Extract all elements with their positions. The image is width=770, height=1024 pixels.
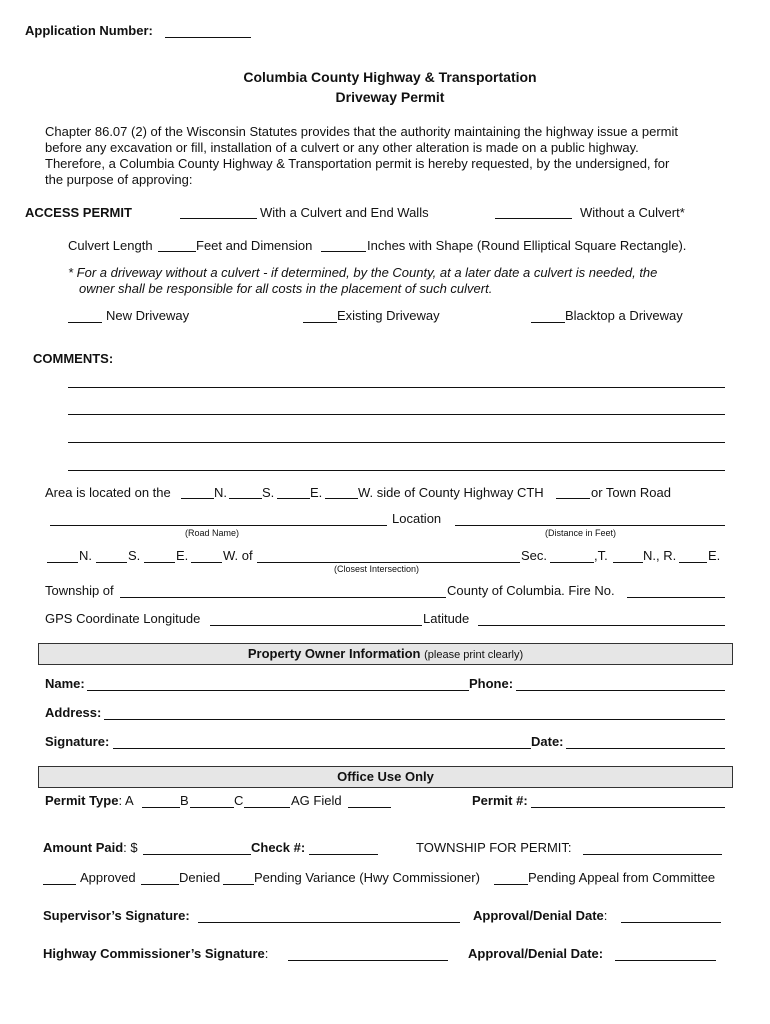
e-field[interactable] <box>277 498 310 499</box>
closest-intersection-caption: (Closest Intersection) <box>334 564 420 574</box>
denied-label: Denied <box>179 870 221 885</box>
comments-line-4[interactable] <box>68 470 725 471</box>
comments-line-2[interactable] <box>68 414 725 415</box>
property-owner-note: (please print clearly) <box>424 649 524 661</box>
access-permit-label: ACCESS PERMIT <box>25 205 132 220</box>
permit-no-label: Permit #: <box>472 793 528 808</box>
office-use-header <box>38 766 733 788</box>
pending-variance-field[interactable] <box>223 884 254 885</box>
road-name-field[interactable] <box>50 525 387 526</box>
phone-field[interactable] <box>516 690 725 691</box>
s-label: S. <box>262 485 275 500</box>
n-field[interactable] <box>181 498 214 499</box>
c-label: C <box>234 793 244 808</box>
culvert-length-field[interactable] <box>158 251 196 252</box>
n-label: N. <box>214 485 227 500</box>
supervisor-signature-field[interactable] <box>198 922 460 923</box>
township-field[interactable] <box>120 597 446 598</box>
pending-variance-label: Pending Variance (Hwy Commissioner) <box>254 870 480 885</box>
approval-date-2-field[interactable] <box>615 960 716 961</box>
approval-date-row: Approval/Denial Date: <box>473 908 608 923</box>
w-of-label: W. of <box>223 548 253 563</box>
a-label: : A <box>118 793 134 808</box>
property-owner-heading: Property Owner Information <box>247 646 421 661</box>
closest-intersection-field[interactable] <box>257 562 520 563</box>
address-field[interactable] <box>104 719 725 720</box>
supervisor-signature-label: Supervisor’s Signature: <box>43 908 190 923</box>
signature-field[interactable] <box>113 748 531 749</box>
signature-label: Signature: <box>45 734 110 749</box>
intro-line-2: before any excavation or fill, installation of a culvert or any other alteration is made on a public highway. <box>45 140 639 155</box>
office-use-heading: Office Use Only <box>337 769 434 784</box>
e-label: E. <box>310 485 323 500</box>
without-culvert-field[interactable] <box>495 218 572 219</box>
area-located-label: Area is located on the <box>45 485 171 500</box>
latitude-field[interactable] <box>478 625 725 626</box>
b-label: B <box>180 793 189 808</box>
gps-longitude-label: GPS Coordinate Longitude <box>45 611 201 626</box>
permit-no-field[interactable] <box>531 807 725 808</box>
existing-driveway-label: Existing Driveway <box>337 308 440 323</box>
approval-date-2-label: Approval/Denial Date: <box>468 946 604 961</box>
type-c-field[interactable] <box>244 807 290 808</box>
county-fire-label: County of Columbia. Fire No. <box>447 583 615 598</box>
culvert-length-label: Culvert Length <box>68 238 153 253</box>
longitude-field[interactable] <box>210 625 422 626</box>
without-culvert-label: Without a Culvert* <box>580 205 685 220</box>
fire-no-field[interactable] <box>627 597 725 598</box>
distance-field[interactable] <box>455 525 725 526</box>
e-end-label: E. <box>708 548 721 563</box>
blacktop-driveway-field[interactable] <box>531 322 565 323</box>
amount-paid-label: Amount Paid <box>43 840 124 855</box>
intro-line-3: Therefore, a Columbia County Highway & Transportation permit is hereby requested, by the undersigned, for <box>45 156 670 171</box>
township-permit-label: TOWNSHIP FOR PERMIT: <box>416 840 572 855</box>
culvert-note-1: * For a driveway without a culvert - if determined, by the County, at a later date a culvert is needed, the <box>68 265 658 280</box>
approved-field[interactable] <box>43 884 76 885</box>
inches-shape-label: Inches with Shape (Round Elliptical Square Rectangle). <box>367 238 687 253</box>
amount-paid-row <box>43 840 138 855</box>
s2-field[interactable] <box>96 562 127 563</box>
w2-field[interactable] <box>191 562 222 563</box>
t-field[interactable] <box>613 562 643 563</box>
supervisor-signature-text: Supervisor’s Signature <box>43 908 186 923</box>
form-subtitle: Driveway Permit <box>335 89 445 105</box>
permit-type-label: Permit Type <box>45 793 119 808</box>
commissioner-signature-label: Highway Commissioner’s Signature: <box>43 946 269 961</box>
type-a-field[interactable] <box>142 807 180 808</box>
application-number-field[interactable] <box>165 37 251 38</box>
check-no-text: Check # <box>251 840 301 855</box>
type-b-field[interactable] <box>190 807 234 808</box>
town-road-label: or Town Road <box>591 485 671 500</box>
ag-field-label: AG Field <box>291 793 342 808</box>
dimension-field[interactable] <box>321 251 366 252</box>
r-field[interactable] <box>679 562 707 563</box>
t-label: ,T. <box>594 548 608 563</box>
n-r-label: N., R. <box>643 548 677 563</box>
amount-symbol: : $ <box>123 840 138 855</box>
latitude-label: Latitude <box>423 611 470 626</box>
form-title: Columbia County Highway & Transportation <box>243 69 537 85</box>
comments-label: COMMENTS: <box>33 351 114 366</box>
permit-no-text: Permit # <box>472 793 524 808</box>
n2-label: N. <box>79 548 92 563</box>
name-field[interactable] <box>87 690 469 691</box>
check-no-label: Check #: <box>251 840 306 855</box>
comments-line-1[interactable] <box>68 387 725 388</box>
s-field[interactable] <box>229 498 262 499</box>
new-driveway-label: New Driveway <box>106 308 190 323</box>
address-label: Address: <box>45 705 102 720</box>
feet-dimension-label: Feet and Dimension <box>196 238 313 253</box>
date-label: Date: <box>531 734 564 749</box>
s2-label: S. <box>128 548 141 563</box>
with-culvert-field[interactable] <box>180 218 257 219</box>
intro-line-4: the purpose of approving: <box>45 172 193 187</box>
e2-field[interactable] <box>144 562 175 563</box>
w-side-label: W. side of County Highway CTH <box>358 485 544 500</box>
commissioner-signature-text: Highway Commissioner’s Signature <box>43 946 265 961</box>
n2-field[interactable] <box>47 562 78 563</box>
new-driveway-field[interactable] <box>68 322 102 323</box>
blacktop-driveway-label: Blacktop a Driveway <box>565 308 683 323</box>
cth-field[interactable] <box>556 498 590 499</box>
culvert-note-2: owner shall be responsible for all costs in the placement of such culvert. <box>79 281 493 296</box>
check-no-field[interactable] <box>309 854 378 855</box>
road-name-caption: (Road Name) <box>185 528 240 538</box>
existing-driveway-field[interactable] <box>303 322 337 323</box>
township-of-label: Township of <box>45 583 114 598</box>
pending-appeal-field[interactable] <box>494 884 528 885</box>
location-label: Location <box>392 511 442 526</box>
approval-date-label: Approval/Denial Date <box>473 908 604 923</box>
date-field[interactable] <box>566 748 725 749</box>
intro-line-1: Chapter 86.07 (2) of the Wisconsin Statutes provides that the authority maintaining the highway issue a permit <box>45 124 679 139</box>
permit-type-row <box>45 793 134 808</box>
e2-label: E. <box>176 548 189 563</box>
approval-date-field[interactable] <box>621 922 721 923</box>
township-permit-field[interactable] <box>583 854 722 855</box>
distance-caption: (Distance in Feet) <box>545 528 617 538</box>
commissioner-signature-field[interactable] <box>288 960 448 961</box>
ag-field[interactable] <box>348 807 391 808</box>
sec-field[interactable] <box>550 562 594 563</box>
with-culvert-label: With a Culvert and End Walls <box>260 205 429 220</box>
denied-field[interactable] <box>141 884 179 885</box>
approved-label: Approved <box>80 870 136 885</box>
comments-line-3[interactable] <box>68 442 725 443</box>
sec-label: Sec. <box>521 548 548 563</box>
property-owner-header <box>38 643 733 665</box>
name-label: Name: <box>45 676 85 691</box>
amount-paid-field[interactable] <box>143 854 251 855</box>
pending-appeal-label: Pending Appeal from Committee <box>528 870 716 885</box>
phone-label: Phone: <box>469 676 514 691</box>
application-number-label: Application Number: <box>25 23 153 38</box>
w-field[interactable] <box>325 498 358 499</box>
